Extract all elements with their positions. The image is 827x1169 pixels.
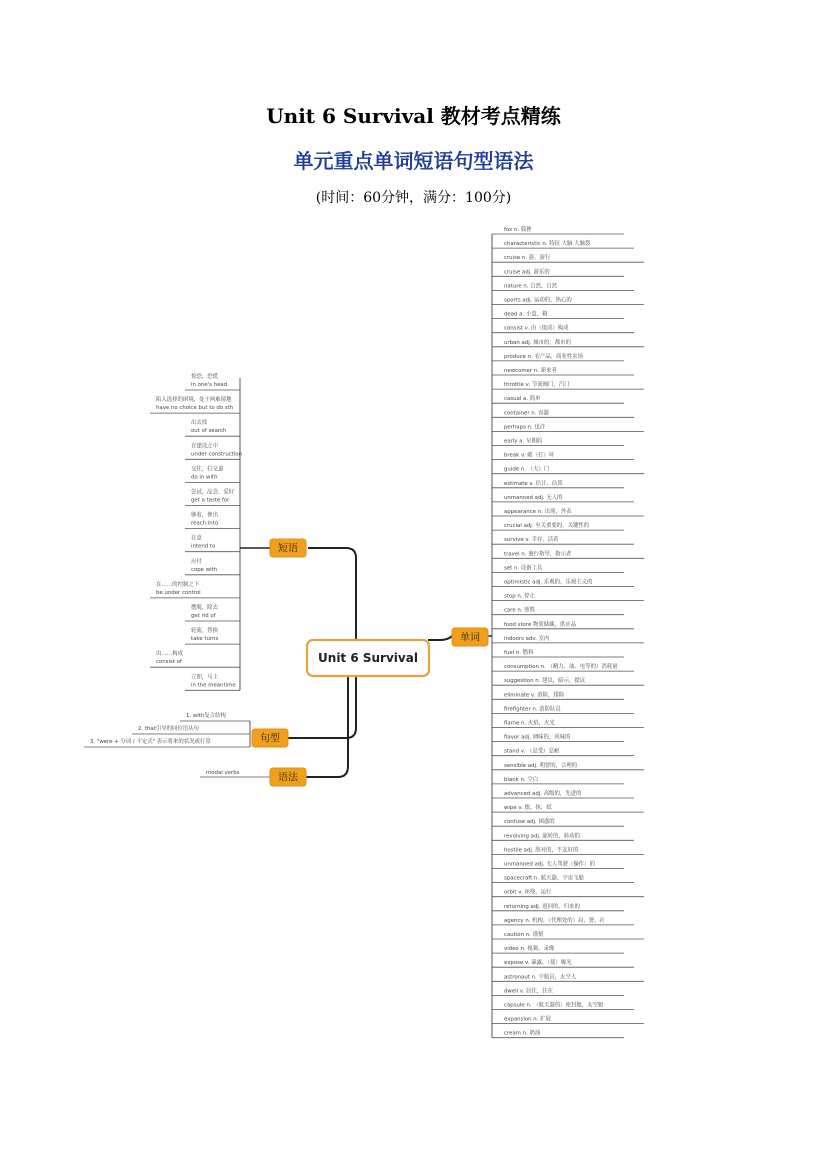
vocab-item: fuel n. 燃料 <box>504 650 534 656</box>
vocab-item: confuse adj. 困惑的 <box>504 819 555 826</box>
phrase-cn: 陷入选择的困境，处于两难境地 <box>156 397 232 404</box>
phrase-cn: 够着，伸出 <box>191 512 218 519</box>
vocab-item: consist v. 由（组成）构成 <box>504 325 569 332</box>
vocab-item: hostile adj. 敌对的，不友好的 <box>504 847 579 854</box>
vocab-item: optimistic adj. 乐观的，乐观主义的 <box>504 579 593 586</box>
vocab-item: sensible adj. 明智的，合理的 <box>504 762 578 769</box>
vocab-item: agency n. 机构，（代理处的）局，署，社 <box>504 917 605 924</box>
vocab-item: cruise n. 游，游行 <box>504 255 551 262</box>
phrase-cn: 应付 <box>191 558 202 565</box>
branch-grammar-label: 语法 <box>278 772 298 784</box>
vocab-item: early a. 早期的 <box>504 438 543 445</box>
vocab-item: travel n. 旅行指导，指示者 <box>504 551 572 558</box>
phrase-cn: 在意 <box>191 535 202 542</box>
phrase-en: get a taste for <box>191 497 230 504</box>
phrase-en: get rid of <box>191 613 216 619</box>
vocab-item: blank n. 空白 <box>504 776 539 783</box>
vocab-item: stop n. 停止 <box>504 593 535 600</box>
vocab-item: flavor adj. 调味的，风味的 <box>504 734 571 741</box>
vocab-item: guide n. （大）门 <box>504 466 550 473</box>
phrase-cn: 出去找 <box>191 420 208 427</box>
vocab-item: revolving adj. 旋转的，转动的 <box>504 833 581 840</box>
page-title: Unit 6 Survival 教材考点精练 <box>266 104 561 128</box>
vocab-item: dwell v. 居住，住在 <box>504 988 554 995</box>
vocab-item: expansion n. 扩展 <box>504 1016 551 1023</box>
vocab-item: crucial adj. 至关重要的，关键性的 <box>504 523 590 530</box>
vocab-item: suggestion n. 建议，暗示，提议 <box>504 678 586 685</box>
vocab-item: stand v. （忍受）忍耐 <box>504 748 560 755</box>
exam-meta: (时间：60分钟，满分：100分) <box>315 190 512 206</box>
sentence-item: 1. with复合结构 <box>186 713 226 719</box>
connector-grammar <box>306 676 348 777</box>
phrase-cn: 轮流，替换 <box>191 628 218 635</box>
vocab-item: wipe v. 擦，抹，拭 <box>504 805 552 812</box>
vocab-item: set n. 设备工具 <box>504 565 543 572</box>
vocab-item: caution n. 谨慎 <box>504 932 544 938</box>
vocab-item: produce n. 农产品，商业性农场 <box>504 353 584 360</box>
phrase-en: do in with <box>191 474 218 481</box>
phrase-cn: 尝试，品尝，爱好 <box>191 489 235 496</box>
connector-sentences <box>288 676 356 738</box>
sentence-item: 2. that引导的同位语从句 <box>138 726 199 732</box>
connector-vocab <box>428 636 452 640</box>
vocab-item: cream n. 奶油 <box>504 1030 541 1037</box>
grammar-item: modal verbs <box>206 770 240 776</box>
vocab-item: sports adj. 运动的，热心的 <box>504 297 572 304</box>
phrase-cn: 摆脱，除去 <box>191 605 218 611</box>
phrase-en: be under control <box>156 589 201 596</box>
vocab-item: survive v. 幸存，活着 <box>504 537 559 544</box>
vocab-item: unmanned adj. 无人驾驶（操作）的 <box>504 861 595 868</box>
branch-phrases-label: 短语 <box>278 543 298 555</box>
phrase-cn: 在……的控制之下 <box>156 581 200 588</box>
vocab-item: firefighter n. 消防队员 <box>504 706 561 713</box>
phrase-en: under construction <box>191 451 243 458</box>
vocab-item: capsule n. （航天器的）密封舱，太空舱 <box>504 1002 604 1009</box>
vocab-item: indoors adv. 室内 <box>504 635 550 642</box>
sentence-item: 3. "were + 分词 / 不定式" 表示将来的状况或打算 <box>90 739 211 745</box>
page-subtitle: 单元重点单词短语句型语法 <box>293 149 534 173</box>
vocab-item: consumption n. （精力、油、电等的）消耗量 <box>504 664 618 671</box>
vocab-item: video n. 视频，录像 <box>504 946 555 953</box>
vocab-item: advanced adj. 高级的，先进的 <box>504 791 582 797</box>
phrase-en: out of search <box>191 428 227 435</box>
vocab-item: orbit v. 环绕，运行 <box>504 889 552 896</box>
phrase-en: have no choice but to do sth <box>156 405 234 412</box>
vocab-item: spacecraft n. 航天器，宇宙飞船 <box>504 875 584 882</box>
vocab-item: casual a. 简单 <box>504 396 541 403</box>
phrase-en: intend to <box>191 543 216 550</box>
connector-phrases <box>308 548 356 640</box>
branch-sentences-label: 句型 <box>260 733 280 745</box>
vocab-item: perhaps n. 也许 <box>504 424 546 431</box>
vocab-item: break v. 破（打）坏 <box>504 452 555 459</box>
vocab-item: flame n. 火焰，火光 <box>504 720 555 727</box>
vocab-item: expose v. 暴露，（使）曝光 <box>504 960 572 967</box>
vocab-item: newcomer n. 新来者 <box>504 368 557 374</box>
vocab-item: appearance n. 出现，外表 <box>504 509 572 515</box>
vocab-item: returning adj. 返回的，归来的 <box>504 903 580 910</box>
vocab-item: characteristic n. 特征 大脑 大脑袋 <box>504 241 591 248</box>
phrase-en: cope with <box>191 566 218 573</box>
phrase-en: reach into <box>191 520 219 527</box>
phrase-cn: 惊恐，恐慌 <box>191 374 218 380</box>
phrase-cn: 交往，打交道 <box>191 466 224 473</box>
vocab-item: nature n. 自然，自然 <box>504 283 558 290</box>
vocab-item: container n. 容器 <box>504 410 549 417</box>
vocab-item: dead a. 小盒，箱 <box>504 311 548 318</box>
phrase-cn: 由……构成 <box>156 651 183 658</box>
vocab-item: throttle v. 节流阀门，汽门 <box>504 382 570 389</box>
vocab-item: urban adj. 城市的，都市的 <box>504 339 571 346</box>
vocab-item: estimate v. 估计，估算 <box>504 480 563 487</box>
vocab-item: astronaut n. 宇航员，太空人 <box>504 974 577 981</box>
phrase-en: in one's head <box>191 382 228 388</box>
vocab-item: care n. 照料 <box>504 607 536 614</box>
phrase-cn: 立即，马上 <box>191 674 218 681</box>
vocab-item: fox n. 狐狸 <box>504 227 532 233</box>
center-node-label: Unit 6 Survival <box>318 651 418 665</box>
vocab-item: unmanned adj. 无人的 <box>504 494 563 501</box>
phrase-cn: 在建设之中 <box>191 443 218 450</box>
vocab-item: eliminate v. 消除，排除 <box>504 692 565 699</box>
phrase-en: in the meantime <box>191 682 236 689</box>
branch-vocab-label: 单词 <box>460 632 480 644</box>
vocab-item: cruise adj. 游乐的 <box>504 269 550 276</box>
vocab-item: food store 物质储藏，供应品 <box>504 621 577 628</box>
phrase-en: take turns <box>191 636 219 643</box>
phrase-en: consist of <box>156 659 182 666</box>
